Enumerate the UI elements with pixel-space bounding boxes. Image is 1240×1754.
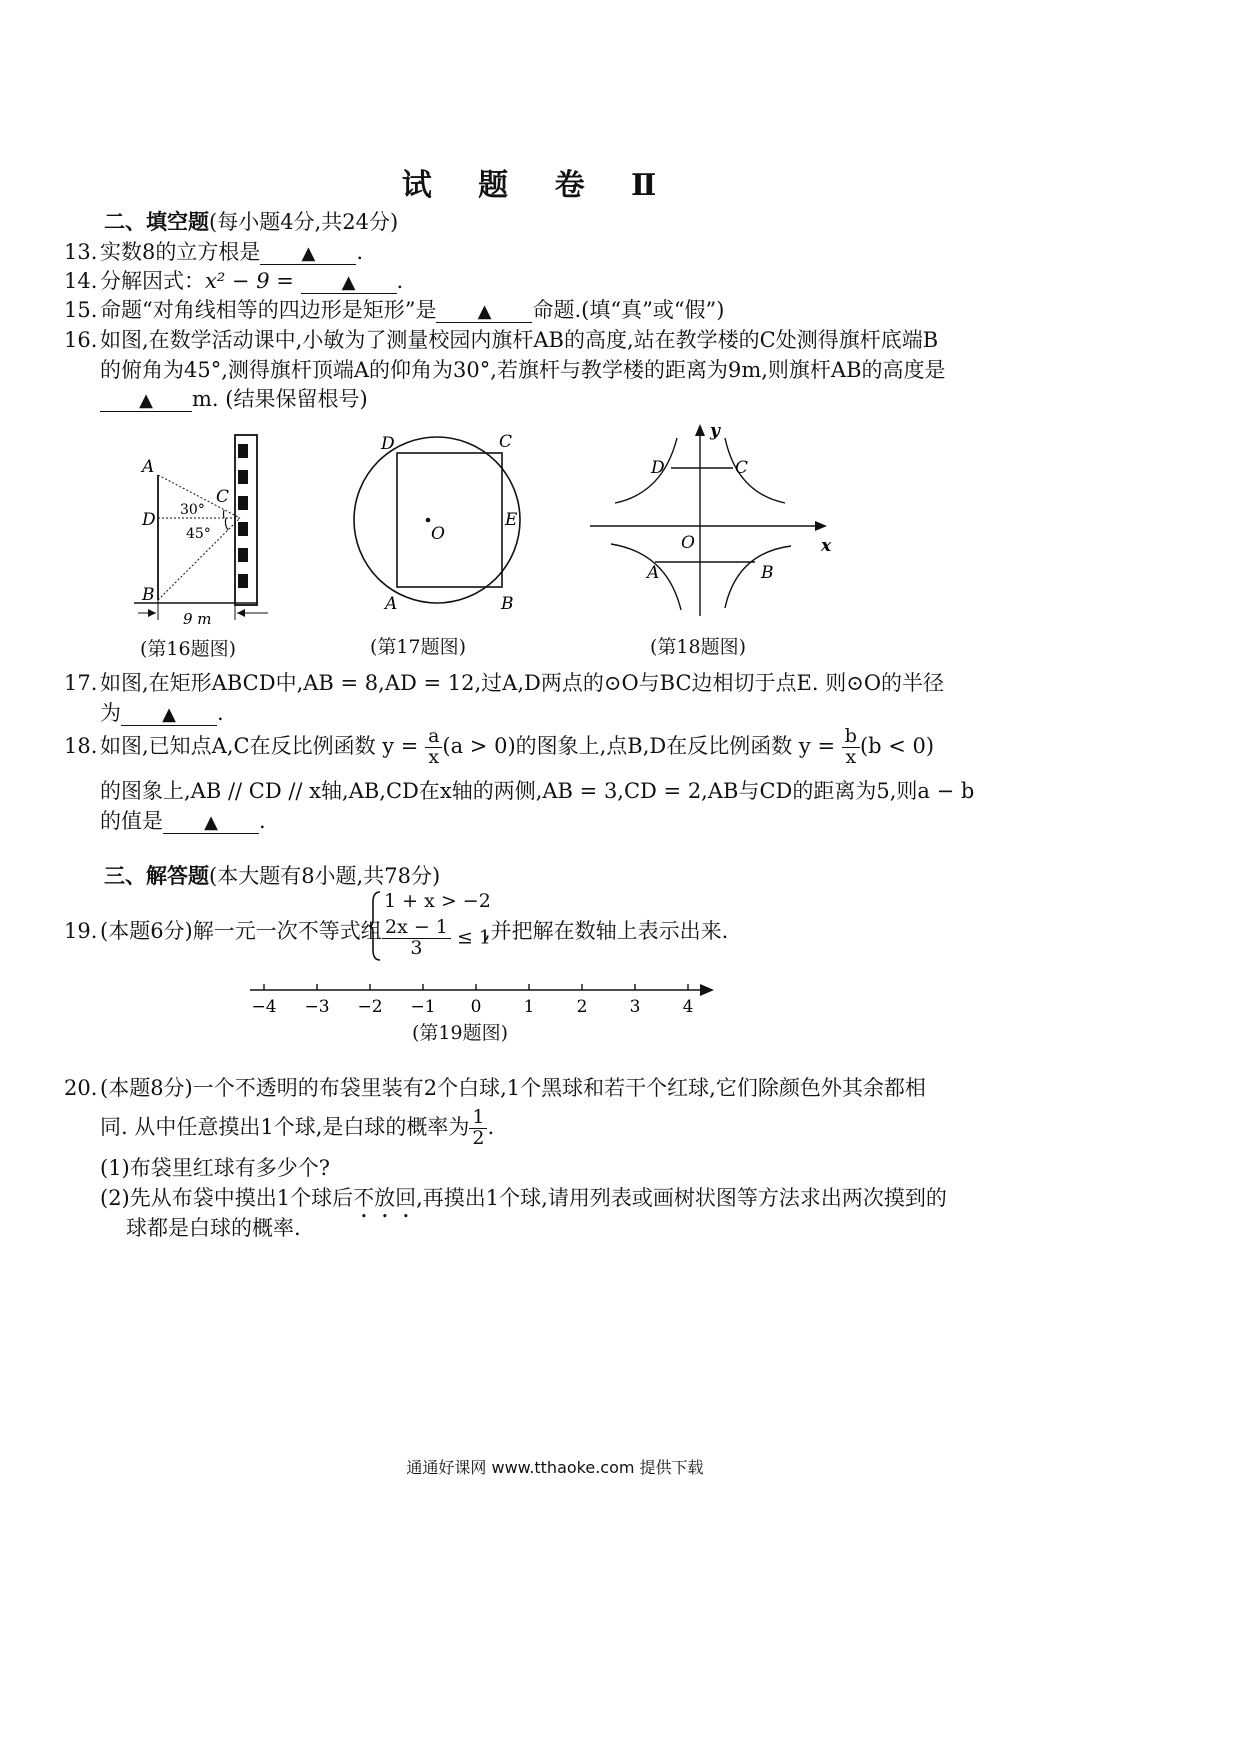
y-axis-arrow-icon bbox=[695, 424, 705, 436]
q18-part3: (b < 0) bbox=[859, 733, 935, 758]
q20-probability-fraction bbox=[469, 1108, 487, 1149]
q16-end: m. (结果保留根号) bbox=[192, 387, 368, 411]
section3-title: 三、解答题 bbox=[104, 863, 209, 888]
arrowhead-icon bbox=[237, 609, 245, 617]
question-14 bbox=[64, 265, 403, 295]
q17-end: . bbox=[217, 701, 224, 725]
window-icon bbox=[238, 470, 248, 484]
window-icon bbox=[238, 522, 248, 536]
fig16-label-d: D bbox=[142, 510, 156, 530]
q18-frac1-top: a bbox=[425, 727, 442, 748]
q17-answer-blank[interactable] bbox=[121, 702, 217, 726]
q18-part2: (a > 0)的图象上,点B,D在反比例函数 y = bbox=[442, 733, 836, 758]
figure-18 bbox=[585, 418, 845, 623]
section2-heading bbox=[104, 206, 398, 236]
page-title: 试 题 卷 Ⅱ bbox=[401, 168, 675, 203]
q18-answer-blank[interactable] bbox=[163, 810, 259, 834]
number-line-tick-label: 4 bbox=[682, 997, 694, 1017]
q13-text: 实数8的立方根是 bbox=[100, 240, 261, 264]
question-20-line2 bbox=[100, 1108, 494, 1149]
section3-note: (本大题有8小题,共78分) bbox=[209, 864, 441, 888]
section3-heading bbox=[104, 860, 440, 890]
triangle-mark-icon: ▲ bbox=[204, 812, 218, 833]
q14-expression: x² − 9 = bbox=[205, 269, 294, 293]
fig18-label-d: D bbox=[651, 458, 665, 478]
question-13 bbox=[64, 236, 363, 266]
window-icon bbox=[238, 574, 248, 588]
q19-frac-bot: 3 bbox=[410, 936, 423, 959]
circle-o bbox=[354, 437, 520, 603]
q19-number: 19. bbox=[64, 919, 98, 943]
number-line-tick-label: 2 bbox=[576, 997, 588, 1017]
fig17-label-a: A bbox=[385, 594, 398, 614]
q14-answer-blank[interactable] bbox=[301, 270, 397, 294]
q19-frac-top: 2x − 1 bbox=[382, 918, 451, 939]
fig17-caption: (第17题图) bbox=[370, 636, 467, 658]
question-16-line3 bbox=[100, 383, 368, 413]
q14-text: 分解因式： bbox=[100, 269, 205, 293]
fig16-label-c: C bbox=[216, 487, 230, 507]
q15-answer-blank[interactable] bbox=[436, 299, 532, 323]
window-icon bbox=[238, 548, 248, 562]
fig16-angle-45: 45° bbox=[186, 526, 211, 542]
question-19-intro bbox=[64, 915, 382, 945]
q18-line2: 的图象上,AB // CD // x轴,AB,CD在x轴的两侧,AB = 3,CD = 2,AB与CD的距离为5,则a − b bbox=[100, 779, 975, 803]
question-17-line1 bbox=[64, 667, 944, 697]
q18-number: 18. bbox=[64, 733, 98, 758]
q17-number: 17. bbox=[64, 671, 98, 695]
fig17-label-d: D bbox=[381, 434, 395, 454]
arrowhead-icon bbox=[148, 609, 156, 617]
fig16-label-a: A bbox=[142, 457, 155, 477]
q20-sub2-emphasis: 不放回 bbox=[353, 1186, 417, 1210]
fig18-label-a: A bbox=[647, 563, 660, 583]
q13-end: . bbox=[356, 240, 364, 264]
q20-sub2-line2: 球都是白球的概率. bbox=[126, 1216, 301, 1240]
q13-number: 13. bbox=[64, 240, 98, 264]
fig18-label-y: y bbox=[710, 421, 720, 441]
q17-line2-start: 为 bbox=[100, 701, 121, 725]
q13-answer-blank[interactable] bbox=[260, 241, 356, 265]
question-18-line3 bbox=[100, 805, 266, 835]
fig16-label-b: B bbox=[142, 585, 155, 605]
q18-fraction-a-over-x bbox=[425, 727, 442, 768]
q19-inequality-2 bbox=[382, 918, 491, 959]
window-icon bbox=[238, 444, 248, 458]
question-18-line1 bbox=[64, 727, 934, 768]
q17-line1: 如图,在矩形ABCD中,AB = 8,AD = 12,过A,D两点的⊙O与BC边相切于点E. 则⊙O的半径 bbox=[100, 671, 945, 695]
q15-number: 15. bbox=[64, 298, 98, 322]
q20-number: 20. bbox=[64, 1076, 98, 1100]
curve-quadrant-2 bbox=[615, 438, 677, 503]
number-line-tick-label: −1 bbox=[410, 997, 436, 1017]
section2-note: (每小题4分,共24分) bbox=[209, 210, 399, 234]
q18-end: . bbox=[259, 809, 266, 833]
number-line-tick-label: 0 bbox=[470, 997, 482, 1017]
fig16-caption: (第16题图) bbox=[140, 638, 237, 660]
triangle-mark-icon: ▲ bbox=[139, 390, 153, 411]
curve-quadrant-4 bbox=[725, 546, 791, 608]
q18-part1: 如图,已知点A,C在反比例函数 y = bbox=[100, 733, 419, 758]
figure-16 bbox=[128, 430, 308, 630]
triangle-mark-icon: ▲ bbox=[341, 272, 356, 293]
q15-end: 命题.(填“真”或“假”) bbox=[532, 298, 725, 322]
fig17-label-b: B bbox=[501, 594, 514, 614]
q19-fraction bbox=[382, 918, 451, 959]
question-16-line1 bbox=[64, 324, 938, 354]
fig17-label-e: E bbox=[505, 510, 518, 530]
number-line-tick-label: 3 bbox=[629, 997, 641, 1017]
fig19-caption: (第19题图) bbox=[412, 1022, 509, 1044]
triangle-mark-icon: ▲ bbox=[301, 243, 316, 264]
fig18-label-b: B bbox=[761, 563, 774, 583]
q20-prob-top: 1 bbox=[469, 1108, 487, 1129]
rectangle-abcd bbox=[397, 453, 502, 587]
q20-line2-end: . bbox=[487, 1114, 495, 1139]
q16-line1: 如图,在数学活动课中,小敏为了测量校园内旗杆AB的高度,站在教学楼的C处测得旗杆底端B bbox=[100, 328, 939, 352]
q18-frac2-top: b bbox=[842, 727, 860, 748]
q16-number: 16. bbox=[64, 328, 98, 352]
angle-45-arc bbox=[225, 518, 228, 530]
q18-fraction-b-over-x bbox=[842, 727, 860, 768]
fig17-label-o: O bbox=[431, 524, 445, 544]
curve-quadrant-1 bbox=[725, 438, 785, 503]
fig18-caption: (第18题图) bbox=[650, 636, 747, 658]
footer-source: 通通好课网 www.tthaoke.com 提供下载 bbox=[406, 1458, 704, 1477]
number-line-tick-label: 1 bbox=[523, 997, 535, 1017]
fig18-label-x: x bbox=[821, 536, 832, 556]
question-15 bbox=[64, 294, 725, 324]
number-line-tick-label: −4 bbox=[251, 997, 277, 1017]
q16-line2: 的俯角为45°,测得旗杆顶端A的仰角为30°,若旗杆与教学楼的距离为9m,则旗杆AB的高度是 bbox=[100, 358, 946, 382]
q16-answer-blank[interactable] bbox=[100, 388, 192, 412]
question-20-line1 bbox=[64, 1072, 926, 1102]
q14-end: . bbox=[396, 269, 404, 293]
triangle-mark-icon: ▲ bbox=[162, 704, 176, 725]
q20-line1: (本题8分)一个不透明的布袋里装有2个白球,1个黑球和若干个红球,它们除颜色外其余都相 bbox=[100, 1076, 926, 1100]
fig18-label-o: O bbox=[681, 533, 695, 553]
q14-number: 14. bbox=[64, 269, 98, 293]
curve-quadrant-3 bbox=[611, 544, 681, 610]
q18-line3-start: 的值是 bbox=[100, 809, 163, 833]
q20-prob-bot: 2 bbox=[472, 1126, 485, 1149]
q20-line2: 同. 从中任意摸出1个球,是白球的概率为 bbox=[100, 1114, 470, 1139]
q19-text: (本题6分)解一元一次不等式组 bbox=[100, 919, 382, 943]
fig18-label-c: C bbox=[735, 458, 749, 478]
q19-inequality-1: 1 + x > −2 bbox=[384, 890, 491, 912]
q20-sub1: (1)布袋里红球有多少个? bbox=[100, 1156, 331, 1180]
number-line-ticks bbox=[251, 984, 693, 1017]
fig16-distance: 9 m bbox=[183, 610, 212, 628]
q19-text-end: ,并把解在数轴上表示出来. bbox=[484, 919, 729, 943]
window-icon bbox=[238, 496, 248, 510]
q18-frac1-bot: x bbox=[428, 745, 440, 768]
number-line-tick-label: −2 bbox=[357, 997, 383, 1017]
figure-17 bbox=[345, 425, 545, 625]
number-line bbox=[240, 978, 720, 1018]
number-line-tick-label: −3 bbox=[304, 997, 330, 1017]
triangle-mark-icon: ▲ bbox=[477, 301, 492, 322]
q18-frac2-bot: x bbox=[845, 745, 857, 768]
question-17-line2 bbox=[100, 697, 224, 727]
x-axis-arrow-icon bbox=[815, 521, 827, 531]
center-dot-icon bbox=[426, 518, 431, 523]
brace-icon bbox=[368, 890, 382, 962]
q15-text: 命题“对角线相等的四边形是矩形”是 bbox=[100, 298, 437, 322]
q20-sub2-a: (2)先从布袋中摸出1个球后 bbox=[100, 1186, 354, 1210]
q20-sub2-b: ,再摸出1个球,请用列表或画树状图等方法求出两次摸到的 bbox=[416, 1186, 947, 1210]
fig16-angle-30: 30° bbox=[180, 502, 205, 518]
section2-title: 二、填空题 bbox=[104, 209, 209, 234]
q19-ineq2-rel: ≤ 1 bbox=[456, 926, 492, 949]
angle-30-arc bbox=[223, 510, 224, 518]
fig17-label-c: C bbox=[499, 432, 513, 452]
number-line-arrow-icon bbox=[700, 984, 714, 996]
